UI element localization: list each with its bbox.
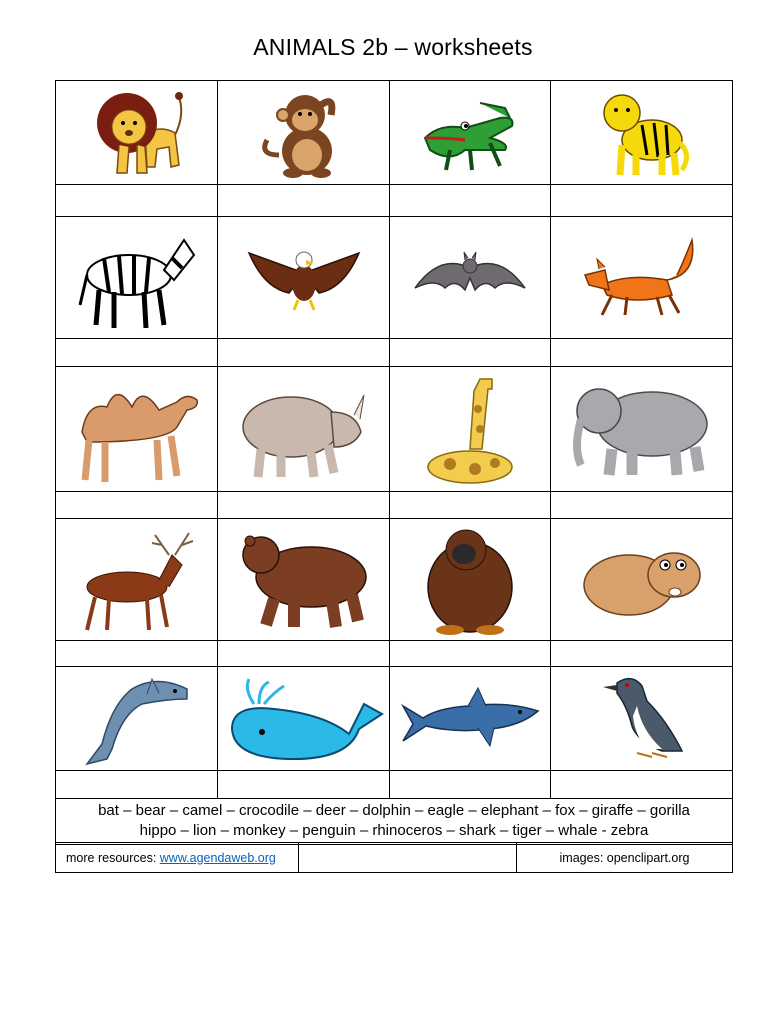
- tiger-icon: [592, 85, 692, 180]
- footer-empty-cell: [299, 843, 517, 873]
- word-bank-line-1: bat – bear – camel – crocodile – deer – dolphin – eagle – elephant – fox – giraffe – gorilla: [98, 802, 690, 819]
- resources-label: more resources:: [66, 850, 160, 865]
- answer-cell[interactable]: [218, 185, 390, 217]
- answer-cell[interactable]: [551, 339, 733, 367]
- answer-cell[interactable]: [218, 771, 390, 799]
- animal-cell: [218, 81, 390, 185]
- animal-cell: [218, 519, 390, 641]
- animal-cell: [551, 667, 733, 771]
- animal-cell: [551, 367, 733, 492]
- elephant-icon: [567, 379, 717, 479]
- lion-icon: [87, 85, 187, 180]
- picture-row: [56, 217, 733, 339]
- animal-cell: [56, 519, 218, 641]
- animal-cell: [56, 217, 218, 339]
- animal-cell: [551, 81, 733, 185]
- answer-cell[interactable]: [56, 339, 218, 367]
- footer-row: [56, 843, 733, 873]
- animal-cell: [218, 367, 390, 492]
- answer-cell[interactable]: [56, 492, 218, 519]
- answer-cell[interactable]: [390, 771, 551, 799]
- animal-cell: [551, 519, 733, 641]
- deer-icon: [77, 525, 197, 635]
- eagle-icon: [244, 238, 364, 318]
- animal-cell: [390, 81, 551, 185]
- picture-row: [56, 81, 733, 185]
- picture-row: [56, 367, 733, 492]
- hippo-icon: [579, 537, 704, 622]
- answer-row: [56, 771, 733, 799]
- shark-icon: [398, 686, 543, 751]
- answer-row: [56, 641, 733, 667]
- worksheet-table: [55, 80, 733, 845]
- camel-icon: [67, 372, 207, 487]
- answer-cell[interactable]: [56, 641, 218, 667]
- word-bank: [56, 799, 733, 845]
- answer-row: [56, 185, 733, 217]
- animal-cell: [390, 217, 551, 339]
- answer-cell[interactable]: [551, 641, 733, 667]
- footer-credit: images: openclipart.org: [517, 843, 733, 873]
- giraffe-icon: [420, 369, 520, 489]
- answer-row: [56, 339, 733, 367]
- animal-cell: [56, 367, 218, 492]
- answer-cell[interactable]: [390, 641, 551, 667]
- gorilla-icon: [420, 522, 520, 637]
- bear-icon: [236, 527, 371, 632]
- answer-cell[interactable]: [218, 339, 390, 367]
- answer-cell[interactable]: [218, 492, 390, 519]
- answer-cell[interactable]: [551, 492, 733, 519]
- answer-cell[interactable]: [56, 771, 218, 799]
- rhinoceros-icon: [236, 377, 371, 482]
- animal-cell: [390, 667, 551, 771]
- answer-cell[interactable]: [551, 771, 733, 799]
- answer-cell[interactable]: [390, 339, 551, 367]
- word-bank-row: [56, 799, 733, 845]
- picture-row: [56, 667, 733, 771]
- animal-cell: [218, 217, 390, 339]
- crocodile-icon: [420, 88, 520, 178]
- animal-cell: [56, 667, 218, 771]
- answer-cell[interactable]: [56, 185, 218, 217]
- picture-row: [56, 519, 733, 641]
- animal-cell: [56, 81, 218, 185]
- monkey-icon: [259, 85, 349, 180]
- animal-cell: [390, 519, 551, 641]
- answer-cell[interactable]: [390, 492, 551, 519]
- page-title: ANIMALS 2b – worksheets: [253, 34, 533, 60]
- resources-link[interactable]: www.agendaweb.org: [159, 850, 276, 865]
- answer-cell[interactable]: [551, 185, 733, 217]
- whale-icon: [224, 674, 384, 764]
- zebra-icon: [74, 220, 199, 335]
- animal-cell: [390, 367, 551, 492]
- answer-cell[interactable]: [218, 641, 390, 667]
- penguin-icon: [597, 671, 687, 766]
- answer-row: [56, 492, 733, 519]
- dolphin-icon: [77, 669, 197, 769]
- answer-cell[interactable]: [390, 185, 551, 217]
- fox-icon: [577, 235, 707, 320]
- animal-cell: [551, 217, 733, 339]
- bat-icon: [410, 248, 530, 308]
- footer-table: [55, 842, 733, 873]
- footer-resources: [56, 843, 299, 873]
- animal-cell: [218, 667, 390, 771]
- word-bank-line-2: hippo – lion – monkey – penguin – rhinoceros – shark – tiger – whale - zebra: [139, 822, 649, 839]
